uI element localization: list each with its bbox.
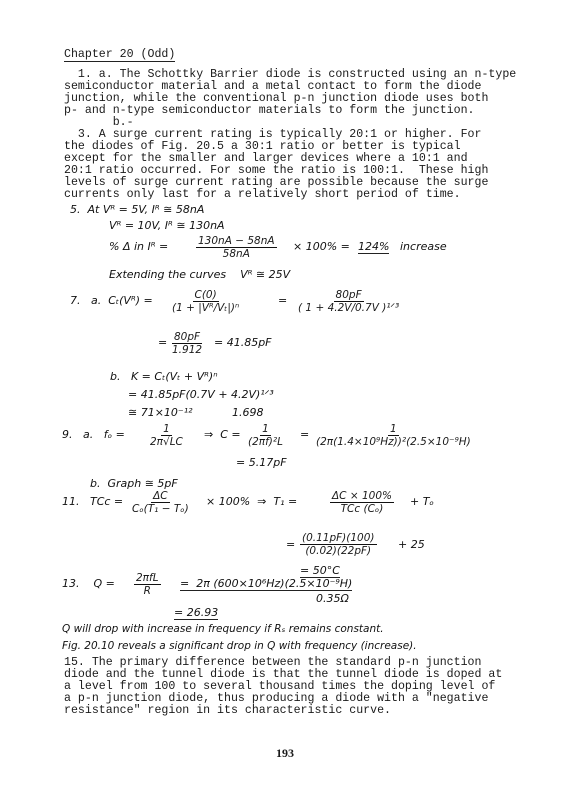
- text-line: currents only last for a relatively short period of time.: [64, 188, 461, 201]
- text-line: junction, while the conventional p-n junction diode uses both: [64, 92, 489, 105]
- numerator: 1: [390, 423, 397, 435]
- fraction: [196, 235, 277, 260]
- fraction: [300, 532, 377, 557]
- numerator: 130nA − 58nA: [198, 235, 275, 247]
- handwritten-line: × 100% ⇒ T₁ =: [206, 495, 298, 508]
- handwritten-line: + Tₒ: [410, 495, 434, 508]
- text-line: 15. The primary difference between the standard p-n junction: [64, 656, 482, 669]
- denominator: 1.912: [172, 344, 203, 356]
- numerator: 1: [262, 423, 269, 435]
- fraction: [330, 490, 394, 515]
- handwritten-line: =: [300, 428, 310, 441]
- handwritten-line: =: [158, 336, 168, 349]
- text-line: 1. a. The Schottky Barrier diode is constructed using an n-type: [64, 68, 517, 81]
- handwritten-result: = 5.17pF: [236, 456, 287, 469]
- handwritten-line: 5. At Vᴿ = 5V, Iᴿ ≅ 58nA: [70, 203, 205, 216]
- text-line: a level from 100 to several thousand times the doping level of: [64, 680, 496, 693]
- handwritten-line: ⇒ C =: [204, 428, 241, 441]
- handwritten-result: = 50°C: [300, 564, 340, 577]
- fraction: [130, 490, 191, 515]
- denominator: 2π√LC: [150, 436, 183, 448]
- fraction: [314, 423, 473, 448]
- denominator: (0.02)(22pF): [305, 545, 372, 557]
- denominator: 58nA: [222, 248, 250, 260]
- fraction: [170, 331, 204, 356]
- text-line: p- and n-type semiconductor materials to form the junction.: [64, 104, 475, 117]
- numerator: C(0): [194, 289, 217, 301]
- denominator: Cₒ(T₁ − Tₒ): [132, 503, 189, 515]
- handwritten-line: + 25: [398, 538, 425, 551]
- handwritten-line: 7. a. Cₜ(Vᴿ) =: [70, 294, 153, 307]
- handwritten-result: = 26.93: [174, 606, 219, 619]
- handwritten-line: Extending the curves Vᴿ ≅ 25V: [109, 268, 291, 281]
- handwritten-line: =: [286, 538, 296, 551]
- fraction: [296, 289, 401, 314]
- handwritten-note: Q will drop with increase in frequency if Rₛ remains constant.: [62, 623, 384, 635]
- handwritten-line: × 100% =: [293, 240, 350, 253]
- handwritten-note: Fig. 20.10 reveals a significant drop in Q with frequency (increase).: [62, 640, 417, 652]
- numerator: ΔC: [153, 490, 168, 502]
- denominator: TCᴄ (Cₒ): [340, 503, 384, 515]
- text-line: a p-n junction diode, thus producing a diode with a "negative: [64, 692, 489, 705]
- fraction: [246, 423, 285, 448]
- numerator: (0.11pF)(100): [302, 532, 375, 544]
- handwritten-line: 13. Q =: [62, 577, 115, 590]
- handwritten-line: =: [278, 294, 288, 307]
- handwritten-line: % Δ in Iᴿ =: [109, 240, 169, 253]
- fraction: [148, 423, 185, 448]
- handwritten-line: 11. TCᴄ =: [62, 495, 124, 508]
- numerator: 80pF: [173, 331, 201, 343]
- text-line: except for the smaller and larger devices where a 10:1 and: [64, 152, 468, 165]
- page-number: 193: [276, 746, 294, 760]
- text-line: 3. A surge current rating is typically 20:1 or higher. For: [64, 128, 482, 141]
- handwritten-line: 9. a. fₒ =: [62, 428, 125, 441]
- text-line: b.-: [64, 116, 134, 129]
- text-line: semiconductor material and a metal contact to form the diode: [64, 80, 482, 93]
- denominator: (1 + |Vᴿ/Vₜ|)ⁿ: [172, 302, 240, 314]
- handwritten-line: 0.35Ω: [316, 592, 349, 605]
- fraction: [134, 572, 161, 597]
- text-line: the diodes of Fig. 20.5 a 30:1 ratio or better is typical: [64, 140, 461, 153]
- fraction: [170, 289, 241, 314]
- handwritten-line: b. K = Cₜ(Vₜ + Vᴿ)ⁿ: [110, 370, 218, 383]
- handwritten-result: = 41.85pF: [214, 336, 272, 349]
- text-line: 20:1 ratio occurred. For some the ratio is 100:1. These high: [64, 164, 489, 177]
- denominator: (2πf)²L: [248, 436, 283, 448]
- numerator: 80pF: [335, 289, 362, 301]
- denominator: ( 1 + 4.2V/0.7V )¹ᐟ³: [298, 302, 400, 314]
- handwritten-line: ≅ 71×10⁻¹²: [128, 406, 193, 419]
- numerator: 1: [163, 423, 170, 435]
- handwritten-line: 1.698: [232, 406, 264, 419]
- handwritten-line: = 41.85pF(0.7V + 4.2V)¹ᐟ³: [128, 388, 274, 401]
- handwritten-line: = 2π (600×10⁶Hz)(2.5×10⁻⁹H): [180, 577, 353, 590]
- numerator: 2πfL: [136, 572, 159, 584]
- numerator: ΔC × 100%: [332, 490, 393, 502]
- denominator: (2π(1.4×10⁹Hz))²(2.5×10⁻⁹H): [316, 436, 471, 448]
- handwritten-line: increase: [400, 240, 447, 253]
- text-line: resistance" region in its characteristic curve.: [64, 704, 391, 717]
- handwritten-result: 124%: [358, 240, 390, 253]
- chapter-title: Chapter 20 (Odd): [64, 48, 176, 61]
- handwritten-line: b. Graph ≅ 5pF: [90, 477, 178, 490]
- text-line: levels of surge current rating are possible because the surge: [64, 176, 489, 189]
- handwritten-line: Vᴿ = 10V, Iᴿ ≅ 130nA: [109, 219, 225, 232]
- denominator: R: [143, 585, 151, 597]
- text-line: diode and the tunnel diode is that the tunnel diode is doped at: [64, 668, 503, 681]
